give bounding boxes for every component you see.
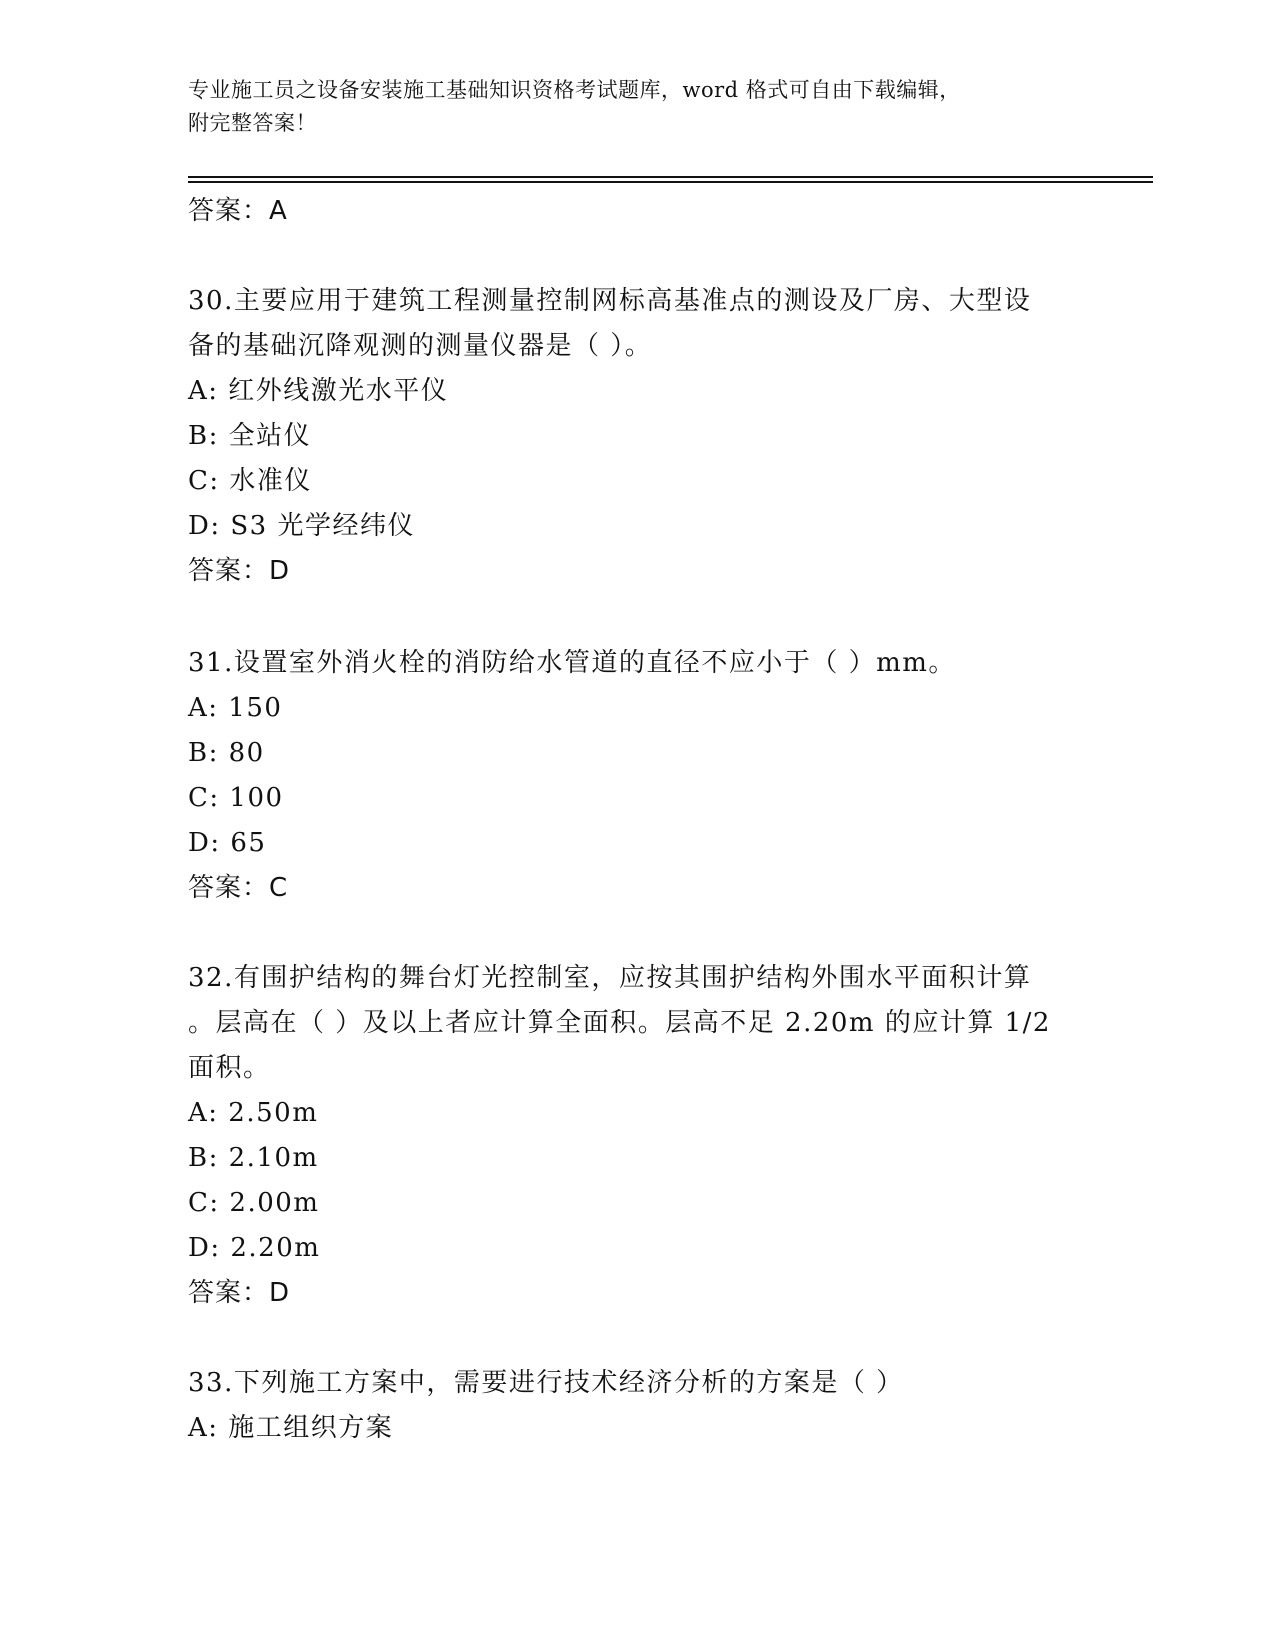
question-33-option-a: A: 施工组织方案	[188, 1413, 394, 1443]
question-32-answer: 答案：D	[188, 1278, 291, 1308]
question-32-stem-line-3: 面积。	[188, 1053, 271, 1083]
question-31-stem-line-1: 31.设置室外消火栓的消防给水管道的直径不应小于（ ）mm。	[188, 648, 956, 678]
question-31-option-c: C: 100	[188, 783, 284, 813]
question-30-option-b: B: 全站仪	[188, 421, 312, 451]
question-32-option-c: C: 2.00m	[188, 1188, 320, 1218]
header-divider-bottom	[188, 181, 1153, 183]
question-32-stem-line-1: 32.有围护结构的舞台灯光控制室，应按其围护结构外围水平面积计算	[188, 963, 1032, 993]
question-31-answer: 答案：C	[188, 873, 289, 903]
question-30-option-a: A: 红外线激光水平仪	[188, 376, 449, 406]
document-header	[188, 74, 1068, 140]
question-32-option-b: B: 2.10m	[188, 1143, 319, 1173]
question-31-option-b: B: 80	[188, 738, 265, 768]
header-line-2: 附完整答案！	[188, 111, 317, 135]
question-31-option-d: D: 65	[188, 828, 267, 858]
question-30-stem-line-2: 备的基础沉降观测的测量仪器是（ ）。	[188, 331, 653, 361]
question-30-stem-line-1: 30.主要应用于建筑工程测量控制网标高基准点的测设及厂房、大型设	[188, 286, 1032, 316]
header-divider-top	[188, 176, 1153, 178]
question-32-stem-line-2: 。层高在（ ）及以上者应计算全面积。层高不足 2.20m 的应计算 1/2	[188, 1008, 1051, 1038]
question-31-option-a: A: 150	[188, 693, 283, 723]
question-32-option-d: D: 2.20m	[188, 1233, 321, 1263]
header-line-1: 专业施工员之设备安装施工基础知识资格考试题库，word 格式可自由下载编辑，	[188, 78, 961, 102]
question-33-stem-line-1: 33.下列施工方案中，需要进行技术经济分析的方案是（ ）	[188, 1368, 904, 1398]
question-30-option-c: C: 水准仪	[188, 466, 312, 496]
question-30-answer: 答案：D	[188, 556, 291, 586]
previous-answer: 答案：A	[188, 196, 288, 226]
question-30-option-d: D: S3 光学经纬仪	[188, 511, 415, 541]
question-32-option-a: A: 2.50m	[188, 1098, 319, 1128]
